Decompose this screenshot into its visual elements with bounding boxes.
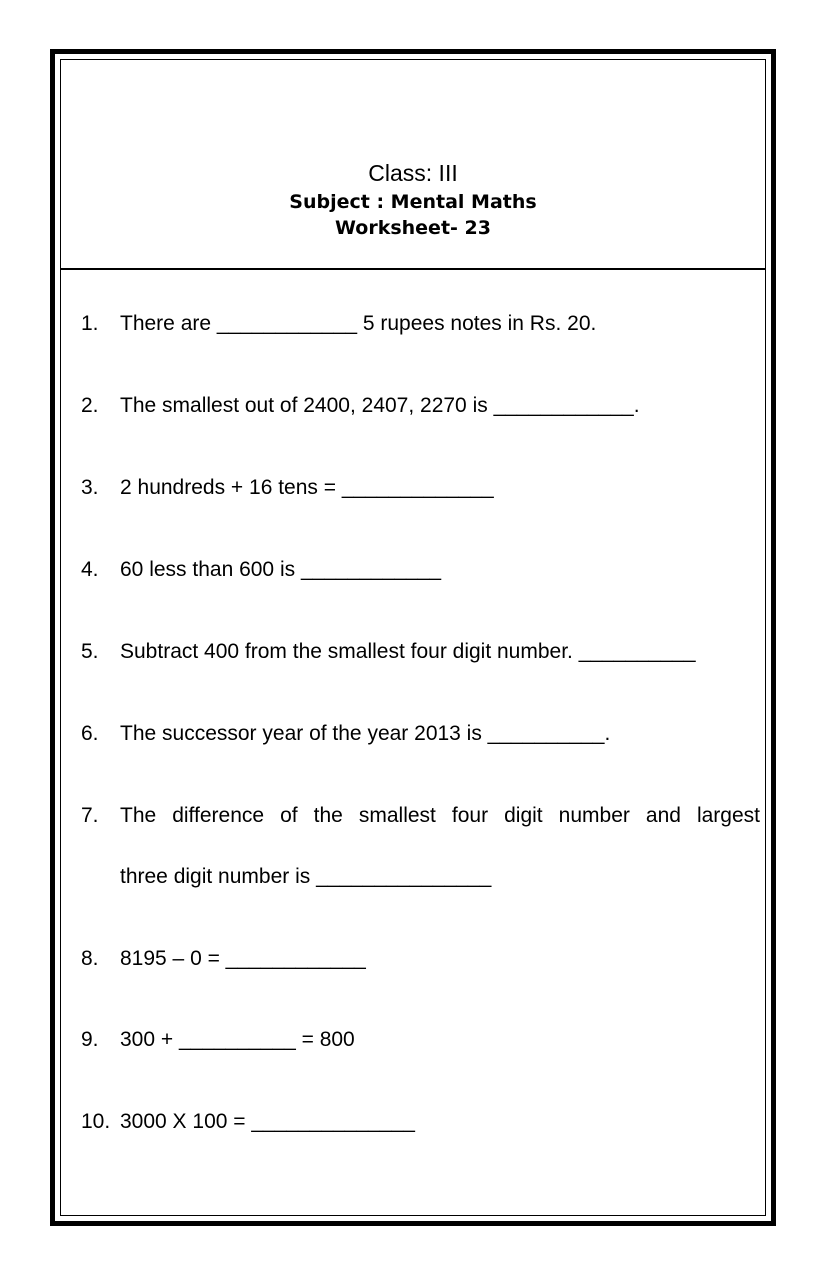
question-number: 1. [81, 312, 99, 335]
question-text: The successor year of the year 2013 is __________. [120, 722, 611, 745]
question-text: The difference of the smallest four digit number and largest [120, 804, 760, 827]
question-number: 6. [81, 722, 99, 745]
worksheet-number: Worksheet- 23 [335, 217, 491, 239]
question-number: 3. [81, 476, 99, 499]
question-10 [81, 1110, 745, 1206]
worksheet-border [50, 49, 776, 1226]
question-number: 8. [81, 947, 99, 970]
question-text: Subtract 400 from the smallest four digit number. __________ [120, 640, 696, 663]
worksheet-header [61, 60, 765, 270]
question-text: 3000 X 100 = ______________ [120, 1110, 415, 1133]
question-text: 2 hundreds + 16 tens = _____________ [120, 476, 494, 499]
question-number: 10. [81, 1110, 111, 1133]
question-text: 8195 – 0 = ____________ [120, 947, 366, 970]
subject-title: Subject : Mental Maths [289, 191, 537, 213]
question-number: 9. [81, 1028, 99, 1051]
question-7 [81, 804, 760, 924]
question-text-continued: three digit number is _______________ [120, 865, 492, 888]
question-number: 2. [81, 394, 99, 417]
question-number: 4. [81, 558, 99, 581]
worksheet-inner-border [60, 59, 766, 1216]
question-text: There are ____________ 5 rupees notes in Rs. 20. [120, 312, 597, 335]
class-title: Class: III [368, 160, 458, 186]
question-text: 60 less than 600 is ____________ [120, 558, 442, 581]
question-number: 5. [81, 640, 99, 663]
question-text: The smallest out of 2400, 2407, 2270 is ____________. [120, 394, 640, 417]
question-number: 7. [81, 804, 99, 827]
question-text: 300 + __________ = 800 [120, 1028, 355, 1051]
